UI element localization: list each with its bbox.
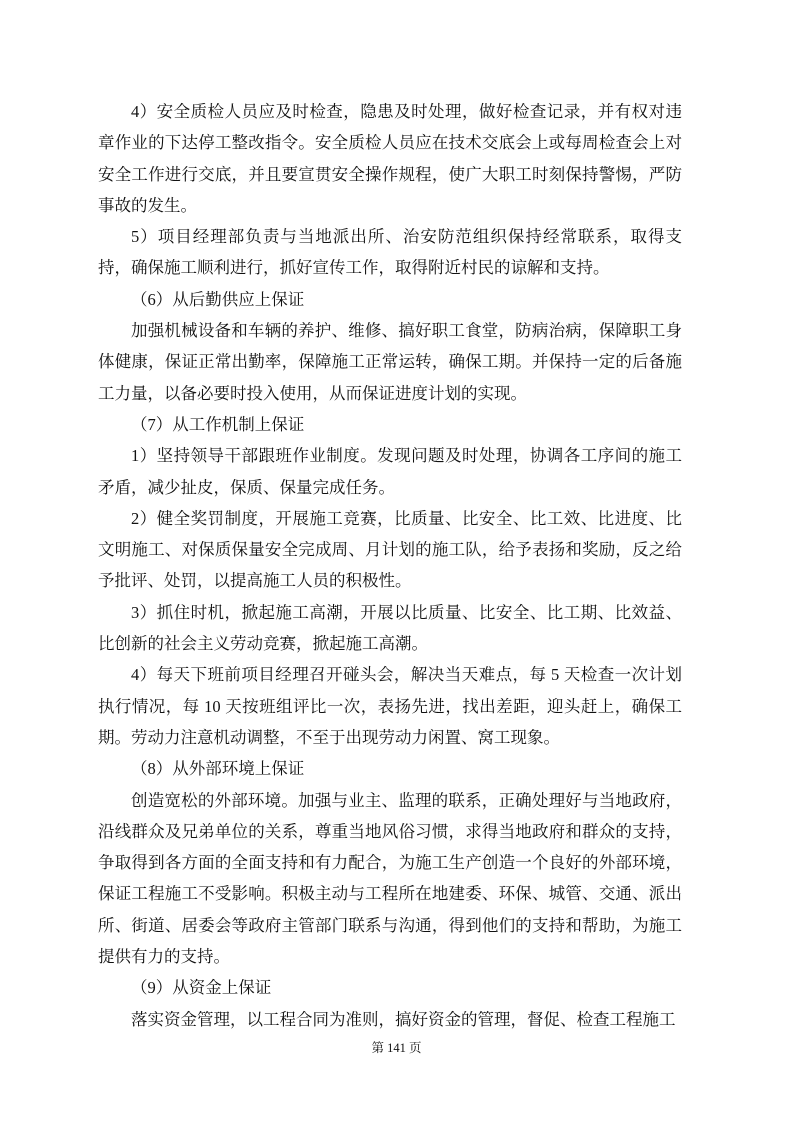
section-heading: （6）从后勤供应上保证 — [131, 289, 305, 309]
section-heading: （7）从工作机制上保证 — [131, 414, 305, 434]
paragraph: 创造宽松的外部环境。加强与业主、监理的联系，正确处理好与当地政府，沿线群众及兄弟单位的关系，尊重当地风俗习惯，求得当地政府和群众的支持，争取得到各方面的全面支持和有力配合，为施工生产创造一个良好的外部环境，保证工程施工不受影响。积极主动与工程所在地建委、环保、城管、交通、派出所、街道、居委会等政府主管部门联系与沟通，得到他们的支持和帮助，为施工提供有力的支持。 — [98, 790, 682, 967]
paragraph: 加强机械设备和车辆的养护、维修、搞好职工食堂，防病治病，保障职工身体健康，保证正常出勤率，保障施工正常运转，确保工期。并保持一定的后备施工力量，以备必要时投入使用，从而保证进度计划的实现。 — [98, 321, 682, 403]
paragraph: 5）项目经理部负责与当地派出所、治安防范组织保持经常联系，取得支持，确保施工顺利进行，抓好宣传工作，取得附近村民的谅解和支持。 — [98, 227, 682, 278]
paragraph: 4）安全质检人员应及时检查，隐患及时处理，做好检查记录，并有权对违章作业的下达停工整改指令。安全质检人员应在技术交底会上或每周检查会上对安全工作进行交底，并且要宣贯安全操作规程，使广大职工时刻保持警惕，严防事故的发生。 — [98, 102, 682, 215]
paragraph: 落实资金管理，以工程合同为准则，搞好资金的管理，督促、检查工程施工 — [131, 1009, 676, 1029]
paragraph: 4）每天下班前项目经理召开碰头会，解决当天难点，每 5 天检查一次计划执行情况，每 10 天按班组评比一次，表扬先进，找出差距，迎头赶上，确保工期。劳动力注意机动调整，不至于出现劳动力闲置、窝工现象。 — [98, 665, 682, 747]
paragraph: 1）坚持领导干部跟班作业制度。发现问题及时处理，协调各工序间的施工矛盾，减少扯皮，保质、保量完成任务。 — [98, 446, 682, 497]
paragraph: 3）抓住时机，掀起施工高潮，开展以比质量、比安全、比工期、比效益、比创新的社会主义劳动竞赛，掀起施工高潮。 — [98, 602, 682, 654]
paragraph: 2）健全奖罚制度，开展施工竞赛，比质量、比安全、比工效、比进度、比文明施工、对保质保量安全完成周、月计划的施工队，给予表扬和奖励，反之给予批评、处罚，以提高施工人员的积极性。 — [98, 508, 682, 591]
section-heading: （8）从外部环境上保证 — [131, 759, 305, 779]
section-heading: （9）从资金上保证 — [131, 978, 272, 998]
page-footer — [0, 1039, 793, 1057]
page-number: 第 141 页 — [371, 1041, 422, 1055]
document-body — [98, 96, 682, 1035]
